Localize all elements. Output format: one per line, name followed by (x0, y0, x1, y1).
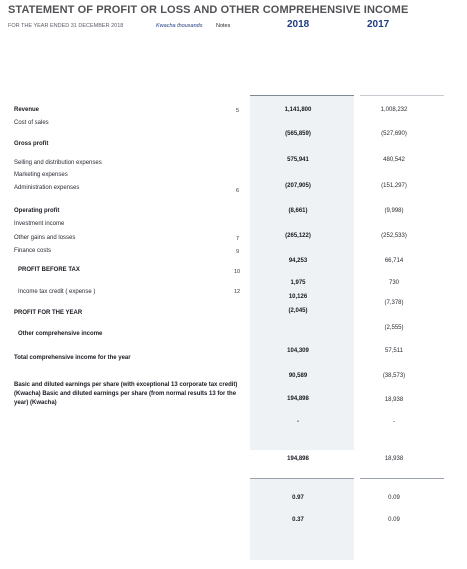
value-2017: 66,714 (384, 258, 404, 264)
row-label-profit-for-year: PROFIT FOR THE YEAR (14, 310, 83, 316)
year-2018-header: 2018 (287, 19, 310, 30)
value-2018: 575,941 (287, 157, 309, 163)
row-label-finance-costs: Finance costs (14, 248, 52, 254)
rule-2018-mid (250, 478, 354, 479)
value-2017: 18,938 (384, 397, 404, 403)
row-label-profit-before-tax: PROFIT BEFORE TAX (18, 267, 80, 273)
value-2018: 90,589 (288, 373, 308, 379)
value-2017: 0.09 (388, 495, 400, 501)
row-label-other-gains: Other gains and losses (14, 235, 76, 241)
value-2018: (207,905) (285, 183, 311, 189)
value-2018: (265,122) (285, 233, 311, 239)
note-income-tax: 12 (234, 289, 241, 295)
value-2017: (252,533) (381, 233, 407, 239)
value-2017: (2,555) (384, 325, 404, 331)
value-2018: 194,898 (287, 456, 309, 462)
currency-unit: Kwacha thousands (156, 23, 203, 29)
value-2017: (527,690) (381, 131, 407, 137)
rule-2017-top (360, 95, 444, 96)
row-label-admin: Administration expenses (14, 185, 80, 191)
value-2018: 94,253 (288, 258, 308, 264)
value-2017: (151,297) (381, 183, 407, 189)
row-label-investment-income: Investment income (14, 221, 65, 227)
row-label-cost-of-sales: Cost of sales (14, 120, 49, 126)
value-2017: 18,938 (384, 456, 404, 462)
value-2017: 480,542 (383, 157, 405, 163)
notes-column-header: Notes (216, 23, 231, 29)
row-label-operating-profit: Operating profit (14, 208, 60, 214)
row-label-tci: Total comprehensive income for the year (14, 355, 131, 361)
value-2018: - (297, 419, 299, 425)
note-revenue: 5 (236, 108, 240, 114)
value-2018: 0.37 (292, 517, 304, 523)
value-2018: 104,309 (287, 348, 309, 354)
row-label-oci: Other comprehensive income (18, 331, 103, 337)
row-label-eps: Basic and diluted earnings per share (with exceptional 13 corporate tax credit) (Kwacha) Basic and diluted earnings per share (from normal results 13 for the year) (Kwacha) (14, 382, 238, 406)
value-2017: (7,378) (384, 300, 404, 306)
statement-title: STATEMENT OF PROFIT OR LOSS AND OTHER COMPREHENSIVE INCOME (8, 4, 409, 16)
statement-subtitle: FOR THE YEAR ENDED 31 DECEMBER 2018 (8, 23, 124, 29)
year-2017-header: 2017 (367, 19, 390, 30)
value-2018: (565,859) (285, 131, 311, 137)
note-finance-costs: 9 (236, 249, 240, 255)
row-label-marketing: Marketing expenses (14, 172, 68, 178)
row-label-gross-profit: Gross profit (14, 141, 49, 147)
row-label-selling: Selling and distribution expenses (14, 160, 102, 166)
row-label-income-tax: Income tax credit ( expense ) (18, 289, 96, 295)
note-admin: 6 (236, 188, 240, 194)
value-2017: - (393, 419, 395, 425)
row-label-revenue: Revenue (14, 107, 40, 113)
value-2018: 10,126 (288, 294, 308, 300)
value-2017: (38,573) (382, 373, 406, 379)
value-2017: (9,998) (384, 208, 404, 214)
rule-2017-mid (360, 478, 444, 479)
rule-2018-top (250, 95, 354, 96)
value-2018: 0.97 (292, 495, 304, 501)
value-2018: (8,661) (288, 208, 308, 214)
value-2018: (2,045) (288, 308, 308, 314)
value-2018: 194,898 (287, 396, 309, 402)
note-other-gains: 7 (236, 236, 240, 242)
value-2017: 57,511 (385, 348, 403, 354)
value-2017: 730 (388, 280, 399, 286)
value-2018: 1,141,800 (284, 107, 312, 113)
value-2018: 1,975 (290, 280, 306, 286)
value-2017: 0.09 (388, 517, 400, 523)
note-profit-before-tax: 10 (234, 269, 241, 275)
value-2017: 1,008,232 (380, 107, 408, 113)
